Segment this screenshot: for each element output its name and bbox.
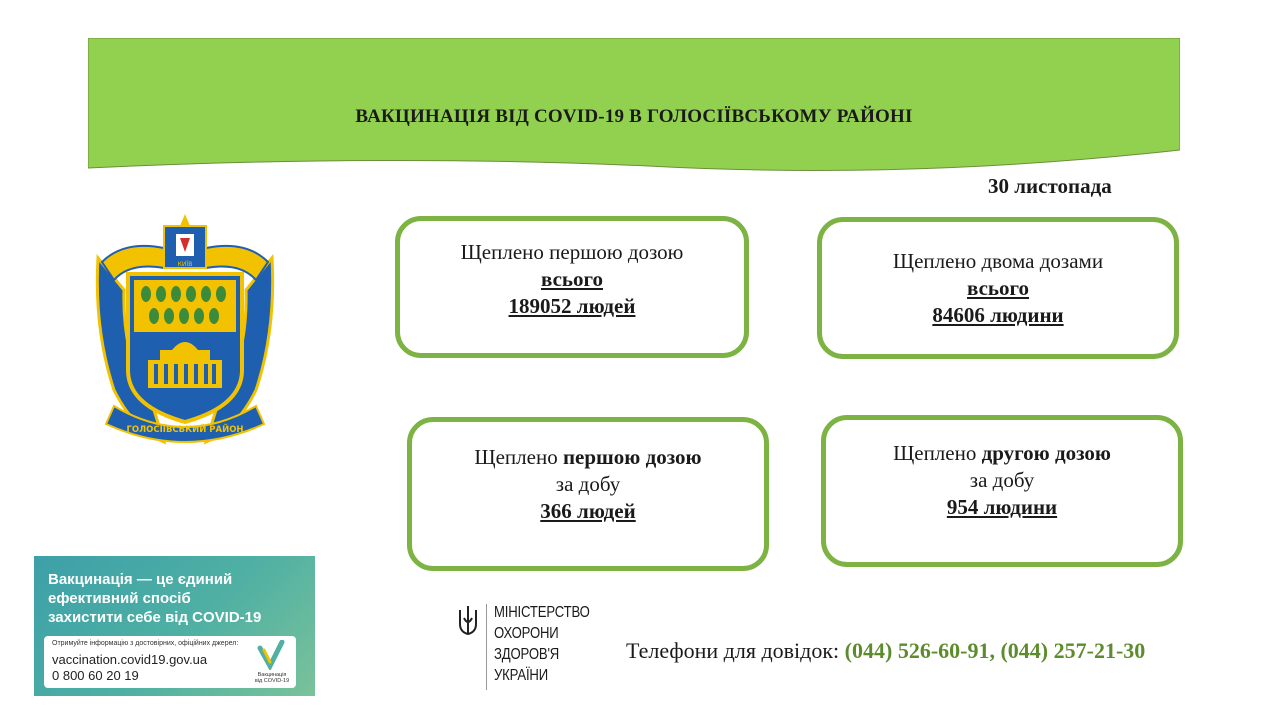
- card-two-doses-total: [817, 217, 1179, 359]
- ministry-name: [494, 602, 590, 686]
- vaccination-logo-text: [250, 672, 294, 684]
- vaccination-logo: [250, 640, 290, 684]
- promo-info-box: [44, 636, 296, 688]
- card-second-dose-daily-value: 954 людини: [946, 495, 1058, 519]
- promo-headline-line: ефективний спосіб: [48, 590, 191, 607]
- card-first-dose-daily: [407, 417, 769, 571]
- report-date: 30 листопада: [988, 174, 1112, 198]
- card-two-doses-total-label: Щеплено двома дозами: [892, 248, 1104, 273]
- page-title: ВАКЦИНАЦІЯ ВІД COVID-19 В ГОЛОСІЇВСЬКОМУ РАЙОНІ: [355, 106, 913, 127]
- promo-note: Отримуйте інформацію з достовірних, офіційних джерел:: [52, 640, 239, 647]
- contact-phones-label: Телефони для довідок:: [626, 638, 845, 663]
- card-first-dose-daily-label: [474, 444, 701, 471]
- card-first-dose-total-value: 189052 людей: [508, 294, 636, 318]
- ministry-name-line: ОХОРОНИ: [494, 625, 559, 642]
- card-first-dose-total: [395, 216, 749, 358]
- vaccination-promo-banner: [34, 556, 315, 696]
- promo-url[interactable]: vaccination.covid19.gov.ua: [52, 652, 208, 667]
- promo-headline: [48, 570, 308, 627]
- card-two-doses-total-value: 84606 людини: [932, 302, 1064, 327]
- promo-hotline: 0 800 60 20 19: [52, 668, 139, 683]
- district-coat-of-arms: [94, 210, 276, 448]
- header-banner: [88, 38, 1180, 178]
- ministry-name-line: ЗДОРОВ'Я: [494, 646, 560, 663]
- checkmark-icon: [250, 640, 290, 670]
- card-two-doses-total-scope: всього: [966, 275, 1030, 300]
- svg-text:ГОЛОСІЇВСЬКИЙ РАЙОН: ГОЛОСІЇВСЬКИЙ РАЙОН: [126, 425, 244, 435]
- card-second-dose-daily-prefix: Щеплено: [893, 441, 982, 465]
- card-first-dose-daily-emphasis: першою дозою: [562, 445, 702, 469]
- vaccination-logo-text-line: Вакцинація: [257, 672, 287, 678]
- card-first-dose-daily-prefix: Щеплено: [474, 445, 563, 469]
- ministry-divider: [486, 604, 487, 690]
- ministry-name-line: УКРАЇНИ: [494, 667, 549, 684]
- svg-text:КИЇВ: КИЇВ: [177, 261, 193, 268]
- ministry-name-line: МІНІСТЕРСТВО: [494, 604, 590, 621]
- card-second-dose-daily-emphasis: другою дозою: [981, 441, 1111, 465]
- card-first-dose-total-label: Щеплено першою дозою: [460, 240, 684, 264]
- card-first-dose-daily-scope: за добу: [555, 472, 621, 496]
- card-second-dose-daily-label: [893, 440, 1111, 467]
- promo-headline-line: Вакцинація — це єдиний: [48, 571, 233, 588]
- card-second-dose-daily: [821, 415, 1183, 567]
- contact-phones: [626, 638, 1145, 664]
- card-first-dose-total-scope: всього: [540, 267, 604, 291]
- contact-phone-numbers[interactable]: (044) 526-60-91, (044) 257-21-30: [844, 638, 1146, 663]
- ministry-of-health-logo: [456, 600, 606, 692]
- card-first-dose-daily-value: 366 людей: [540, 499, 636, 523]
- trident-icon: [456, 604, 480, 640]
- vaccination-logo-text-line: від COVID-19: [254, 678, 290, 684]
- card-second-dose-daily-scope: за добу: [969, 468, 1035, 492]
- promo-headline-line: захистити себе від COVID-19: [48, 609, 262, 626]
